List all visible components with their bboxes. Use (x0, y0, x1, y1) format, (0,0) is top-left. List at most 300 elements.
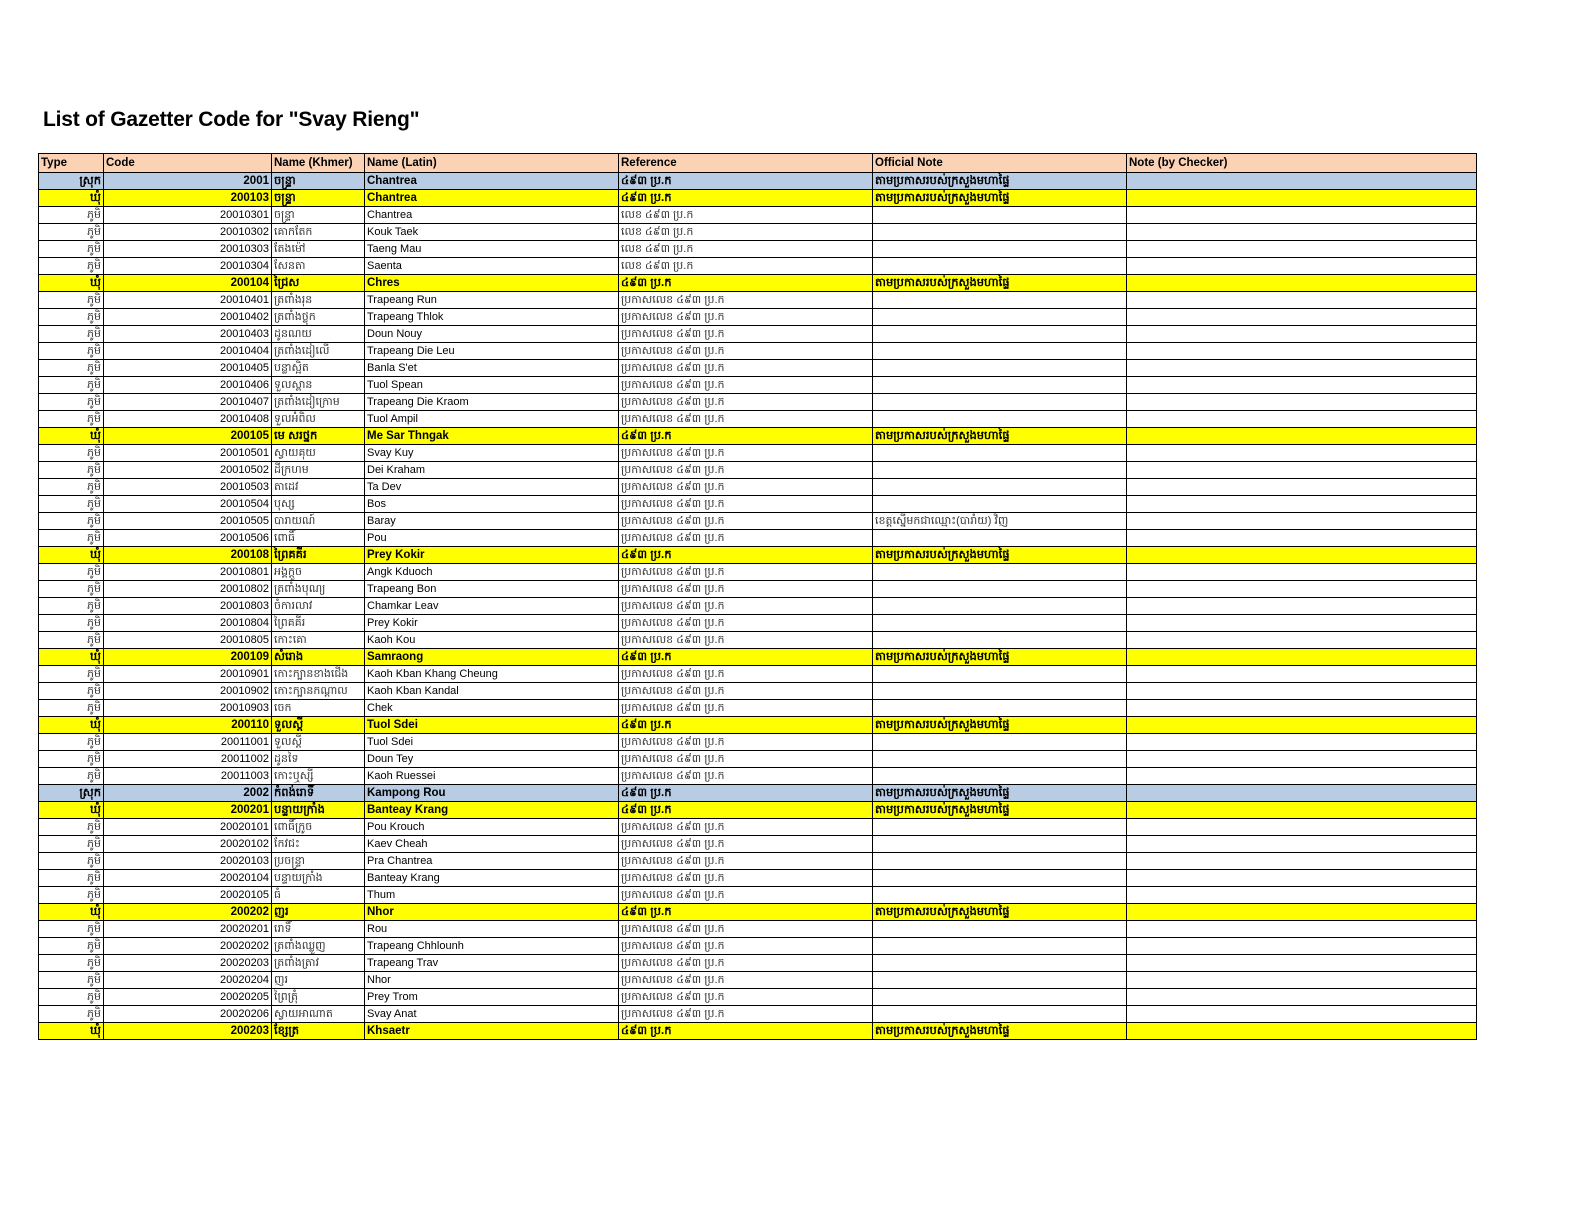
village-row[interactable] (39, 479, 1477, 496)
cell-reference[interactable]: ៤៩៣ ប្រ.ក (619, 1023, 873, 1040)
village-row[interactable] (39, 598, 1477, 615)
cell-code[interactable]: 20010407 (104, 394, 272, 411)
cell-checker-note[interactable] (1127, 683, 1477, 700)
cell-reference[interactable]: ប្រកាសលេខ ៤៩៣ ប្រ.ក (619, 921, 873, 938)
cell-type[interactable]: ឃុំ (39, 1023, 104, 1040)
column-header-khmer[interactable]: Name (Khmer) (272, 154, 365, 173)
cell-type[interactable]: ភូមិ (39, 632, 104, 649)
cell-name-latin[interactable]: Kaoh Ruessei (365, 768, 619, 785)
cell-name-latin[interactable]: Chantrea (365, 207, 619, 224)
cell-code[interactable]: 20020101 (104, 819, 272, 836)
cell-reference[interactable]: លេខ ៤៩៣ ប្រ.ក (619, 258, 873, 275)
cell-name-khmer[interactable]: កោះក្បានខាងជើង (272, 666, 365, 683)
cell-name-latin[interactable]: Chantrea (365, 173, 619, 190)
cell-name-khmer[interactable]: ព្រៃត្រុំ (272, 989, 365, 1006)
cell-checker-note[interactable] (1127, 955, 1477, 972)
cell-code[interactable]: 20010501 (104, 445, 272, 462)
cell-reference[interactable]: ៤៩៣ ប្រ.ក (619, 428, 873, 445)
cell-official-note[interactable]: តាមប្រកាសរបស់ក្រសួងមហាផ្ទៃ (873, 802, 1127, 819)
cell-type[interactable]: ភូមិ (39, 496, 104, 513)
cell-code[interactable]: 20010503 (104, 479, 272, 496)
cell-official-note[interactable]: តាមប្រកាសរបស់ក្រសួងមហាផ្ទៃ (873, 785, 1127, 802)
cell-code[interactable]: 20010803 (104, 598, 272, 615)
cell-name-latin[interactable]: Bos (365, 496, 619, 513)
cell-reference[interactable]: ប្រកាសលេខ ៤៩៣ ប្រ.ក (619, 768, 873, 785)
cell-type[interactable]: ភូមិ (39, 666, 104, 683)
cell-name-khmer[interactable]: ទួលស្តី (272, 734, 365, 751)
cell-reference[interactable]: ប្រកាសលេខ ៤៩៣ ប្រ.ក (619, 938, 873, 955)
cell-type[interactable]: ភូមិ (39, 309, 104, 326)
cell-code[interactable]: 2001 (104, 173, 272, 190)
village-row[interactable] (39, 615, 1477, 632)
column-header-reference[interactable]: Reference (619, 154, 873, 173)
cell-name-latin[interactable]: Trapeang Thlok (365, 309, 619, 326)
commune-row[interactable] (39, 547, 1477, 564)
cell-name-khmer[interactable]: សែនតា (272, 258, 365, 275)
cell-name-latin[interactable]: Taeng Mau (365, 241, 619, 258)
cell-code[interactable]: 20010406 (104, 377, 272, 394)
cell-reference[interactable]: ៤៩៣ ប្រ.ក (619, 190, 873, 207)
cell-type[interactable]: ឃុំ (39, 904, 104, 921)
cell-name-latin[interactable]: Svay Anat (365, 1006, 619, 1023)
village-row[interactable] (39, 326, 1477, 343)
cell-official-note[interactable] (873, 360, 1127, 377)
district-row[interactable] (39, 785, 1477, 802)
cell-name-khmer[interactable]: ពោធិ៍ (272, 530, 365, 547)
village-row[interactable] (39, 921, 1477, 938)
cell-name-latin[interactable]: Pra Chantrea (365, 853, 619, 870)
cell-reference[interactable]: លេខ ៤៩៣ ប្រ.ក (619, 224, 873, 241)
cell-official-note[interactable] (873, 955, 1127, 972)
cell-reference[interactable]: ៤៩៣ ប្រ.ក (619, 785, 873, 802)
cell-name-latin[interactable]: Saenta (365, 258, 619, 275)
cell-checker-note[interactable] (1127, 802, 1477, 819)
cell-name-latin[interactable]: Prey Kokir (365, 615, 619, 632)
cell-reference[interactable]: ប្រកាសលេខ ៤៩៣ ប្រ.ក (619, 683, 873, 700)
cell-name-khmer[interactable]: ប្រចន្ទ្រា (272, 853, 365, 870)
cell-name-khmer[interactable]: ញរ (272, 972, 365, 989)
cell-type[interactable]: ភូមិ (39, 394, 104, 411)
cell-checker-note[interactable] (1127, 411, 1477, 428)
cell-type[interactable]: ភូមិ (39, 768, 104, 785)
cell-official-note[interactable]: តាមប្រកាសរបស់ក្រសួងមហាផ្ទៃ (873, 1023, 1127, 1040)
cell-code[interactable]: 20010805 (104, 632, 272, 649)
cell-type[interactable]: ភូមិ (39, 921, 104, 938)
cell-code[interactable]: 20010802 (104, 581, 272, 598)
cell-name-khmer[interactable]: ស្វាយគុយ (272, 445, 365, 462)
cell-name-latin[interactable]: Tuol Spean (365, 377, 619, 394)
cell-name-latin[interactable]: Me Sar Thngak (365, 428, 619, 445)
cell-official-note[interactable] (873, 632, 1127, 649)
commune-row[interactable] (39, 428, 1477, 445)
cell-type[interactable]: ភូមិ (39, 479, 104, 496)
cell-checker-note[interactable] (1127, 292, 1477, 309)
cell-name-latin[interactable]: Chamkar Leav (365, 598, 619, 615)
cell-type[interactable]: ភូមិ (39, 615, 104, 632)
cell-name-khmer[interactable]: ទួលស្តី (272, 717, 365, 734)
cell-official-note[interactable] (873, 615, 1127, 632)
cell-type[interactable]: ភូមិ (39, 343, 104, 360)
cell-reference[interactable]: ប្រកាសលេខ ៤៩៣ ប្រ.ក (619, 751, 873, 768)
cell-code[interactable]: 20010804 (104, 615, 272, 632)
cell-name-latin[interactable]: Samraong (365, 649, 619, 666)
cell-name-khmer[interactable]: កោះឬស្សី (272, 768, 365, 785)
cell-type[interactable]: ភូមិ (39, 513, 104, 530)
cell-official-note[interactable] (873, 1006, 1127, 1023)
cell-reference[interactable]: ប្រកាសលេខ ៤៩៣ ប្រ.ក (619, 445, 873, 462)
cell-type[interactable]: ភូមិ (39, 887, 104, 904)
village-row[interactable] (39, 853, 1477, 870)
cell-checker-note[interactable] (1127, 462, 1477, 479)
village-row[interactable] (39, 768, 1477, 785)
cell-reference[interactable]: ៤៩៣ ប្រ.ក (619, 904, 873, 921)
cell-name-khmer[interactable]: បុស្ស (272, 496, 365, 513)
cell-code[interactable]: 20020201 (104, 921, 272, 938)
cell-code[interactable]: 20010901 (104, 666, 272, 683)
cell-reference[interactable]: ប្រកាសលេខ ៤៩៣ ប្រ.ក (619, 564, 873, 581)
cell-code[interactable]: 2002 (104, 785, 272, 802)
cell-type[interactable]: ភូមិ (39, 445, 104, 462)
cell-name-latin[interactable]: Rou (365, 921, 619, 938)
cell-checker-note[interactable] (1127, 326, 1477, 343)
cell-official-note[interactable] (873, 258, 1127, 275)
cell-name-latin[interactable]: Tuol Ampil (365, 411, 619, 428)
cell-name-khmer[interactable]: រោទិ៍ (272, 921, 365, 938)
cell-checker-note[interactable] (1127, 547, 1477, 564)
cell-type[interactable]: ភូមិ (39, 598, 104, 615)
cell-type[interactable]: ភូមិ (39, 564, 104, 581)
cell-official-note[interactable] (873, 700, 1127, 717)
cell-checker-note[interactable] (1127, 972, 1477, 989)
cell-type[interactable]: ភូមិ (39, 819, 104, 836)
cell-name-khmer[interactable]: ត្រពាំងត្រាវ (272, 955, 365, 972)
cell-checker-note[interactable] (1127, 360, 1477, 377)
cell-checker-note[interactable] (1127, 377, 1477, 394)
cell-reference[interactable]: ប្រកាសលេខ ៤៩៣ ប្រ.ក (619, 819, 873, 836)
cell-checker-note[interactable] (1127, 700, 1477, 717)
cell-official-note[interactable]: ខេត្តស្នើមកជាឈ្មោះ(បារាំយ) វិញ (873, 513, 1127, 530)
commune-row[interactable] (39, 717, 1477, 734)
cell-type[interactable]: ភូមិ (39, 972, 104, 989)
cell-type[interactable]: ភូមិ (39, 853, 104, 870)
cell-code[interactable]: 20010505 (104, 513, 272, 530)
cell-official-note[interactable] (873, 292, 1127, 309)
village-row[interactable] (39, 581, 1477, 598)
cell-checker-note[interactable] (1127, 717, 1477, 734)
cell-name-latin[interactable]: Trapeang Run (365, 292, 619, 309)
cell-reference[interactable]: ៤៩៣ ប្រ.ក (619, 173, 873, 190)
cell-name-latin[interactable]: Thum (365, 887, 619, 904)
cell-code[interactable]: 200201 (104, 802, 272, 819)
cell-name-latin[interactable]: Banteay Krang (365, 870, 619, 887)
village-row[interactable] (39, 462, 1477, 479)
cell-reference[interactable]: ៤៩៣ ប្រ.ក (619, 649, 873, 666)
column-header-type[interactable]: Type (39, 154, 104, 173)
village-row[interactable] (39, 955, 1477, 972)
cell-code[interactable]: 20010402 (104, 309, 272, 326)
cell-reference[interactable]: ប្រកាសលេខ ៤៩៣ ប្រ.ក (619, 513, 873, 530)
cell-name-khmer[interactable]: ចន្ទ្រា (272, 173, 365, 190)
cell-checker-note[interactable] (1127, 258, 1477, 275)
cell-official-note[interactable] (873, 462, 1127, 479)
cell-name-khmer[interactable]: អង្គក្តួច (272, 564, 365, 581)
cell-name-khmer[interactable]: ត្រពាំងដៀក្រោម (272, 394, 365, 411)
cell-official-note[interactable] (873, 989, 1127, 1006)
cell-name-khmer[interactable]: ទួលអំពិល (272, 411, 365, 428)
cell-name-khmer[interactable]: ត្រពាំងបុណ្យ (272, 581, 365, 598)
cell-reference[interactable]: ប្រកាសលេខ ៤៩៣ ប្រ.ក (619, 836, 873, 853)
cell-reference[interactable]: ប្រកាសលេខ ៤៩៣ ប្រ.ក (619, 530, 873, 547)
cell-code[interactable]: 20020204 (104, 972, 272, 989)
village-row[interactable] (39, 683, 1477, 700)
cell-name-latin[interactable]: Angk Kduoch (365, 564, 619, 581)
cell-name-latin[interactable]: Khsaetr (365, 1023, 619, 1040)
village-row[interactable] (39, 632, 1477, 649)
cell-reference[interactable]: ប្រកាសលេខ ៤៩៣ ប្រ.ក (619, 496, 873, 513)
cell-name-latin[interactable]: Ta Dev (365, 479, 619, 496)
cell-official-note[interactable] (873, 972, 1127, 989)
cell-type[interactable]: ភូមិ (39, 224, 104, 241)
village-row[interactable] (39, 292, 1477, 309)
cell-type[interactable]: ភូមិ (39, 258, 104, 275)
village-row[interactable] (39, 734, 1477, 751)
cell-checker-note[interactable] (1127, 768, 1477, 785)
cell-reference[interactable]: ប្រកាសលេខ ៤៩៣ ប្រ.ក (619, 343, 873, 360)
cell-name-khmer[interactable]: ញរ (272, 904, 365, 921)
cell-code[interactable]: 20010302 (104, 224, 272, 241)
cell-code[interactable]: 200108 (104, 547, 272, 564)
cell-reference[interactable]: ប្រកាសលេខ ៤៩៣ ប្រ.ក (619, 853, 873, 870)
cell-name-latin[interactable]: Tuol Sdei (365, 734, 619, 751)
cell-checker-note[interactable] (1127, 904, 1477, 921)
cell-official-note[interactable] (873, 581, 1127, 598)
district-row[interactable] (39, 173, 1477, 190)
cell-reference[interactable]: ៤៩៣ ប្រ.ក (619, 547, 873, 564)
cell-type[interactable]: ភូមិ (39, 377, 104, 394)
cell-official-note[interactable] (873, 564, 1127, 581)
cell-name-latin[interactable]: Trapeang Chhlounh (365, 938, 619, 955)
cell-code[interactable]: 20010504 (104, 496, 272, 513)
cell-reference[interactable]: លេខ ៤៩៣ ប្រ.ក (619, 241, 873, 258)
cell-type[interactable]: ឃុំ (39, 428, 104, 445)
cell-type[interactable]: ឃុំ (39, 190, 104, 207)
commune-row[interactable] (39, 649, 1477, 666)
cell-reference[interactable]: ប្រកាសលេខ ៤៩៣ ប្រ.ក (619, 309, 873, 326)
cell-official-note[interactable] (873, 241, 1127, 258)
village-row[interactable] (39, 496, 1477, 513)
cell-checker-note[interactable] (1127, 649, 1477, 666)
cell-name-khmer[interactable]: កែវជះ (272, 836, 365, 853)
cell-name-khmer[interactable]: កោះគោ (272, 632, 365, 649)
commune-row[interactable] (39, 904, 1477, 921)
cell-official-note[interactable] (873, 343, 1127, 360)
cell-code[interactable]: 20011001 (104, 734, 272, 751)
cell-name-latin[interactable]: Nhor (365, 972, 619, 989)
cell-type[interactable]: ភូមិ (39, 955, 104, 972)
cell-reference[interactable]: ប្រកាសលេខ ៤៩៣ ប្រ.ក (619, 887, 873, 904)
cell-name-khmer[interactable]: ចន្ទ្រា (272, 190, 365, 207)
cell-name-latin[interactable]: Prey Kokir (365, 547, 619, 564)
village-row[interactable] (39, 258, 1477, 275)
village-row[interactable] (39, 836, 1477, 853)
cell-reference[interactable]: ៤៩៣ ប្រ.ក (619, 717, 873, 734)
village-row[interactable] (39, 360, 1477, 377)
cell-official-note[interactable] (873, 377, 1127, 394)
cell-type[interactable]: ភូមិ (39, 1006, 104, 1023)
cell-code[interactable]: 20010502 (104, 462, 272, 479)
cell-code[interactable]: 20010408 (104, 411, 272, 428)
column-header-official-note[interactable]: Official Note (873, 154, 1127, 173)
cell-name-khmer[interactable]: បន្ទាយក្រាំង (272, 802, 365, 819)
village-row[interactable] (39, 700, 1477, 717)
cell-official-note[interactable]: តាមប្រកាសរបស់ក្រសួងមហាផ្ទៃ (873, 649, 1127, 666)
cell-official-note[interactable]: តាមប្រកាសរបស់ក្រសួងមហាផ្ទៃ (873, 275, 1127, 292)
cell-checker-note[interactable] (1127, 343, 1477, 360)
cell-name-latin[interactable]: Pou (365, 530, 619, 547)
village-row[interactable] (39, 564, 1477, 581)
cell-checker-note[interactable] (1127, 513, 1477, 530)
cell-type[interactable]: ភូមិ (39, 581, 104, 598)
cell-official-note[interactable] (873, 819, 1127, 836)
cell-type[interactable]: ស្រុក (39, 173, 104, 190)
cell-code[interactable]: 20010405 (104, 360, 272, 377)
cell-name-khmer[interactable]: បន្ទាយក្រាំង (272, 870, 365, 887)
cell-type[interactable]: ស្រុក (39, 785, 104, 802)
cell-code[interactable]: 20010303 (104, 241, 272, 258)
cell-code[interactable]: 20011003 (104, 768, 272, 785)
cell-name-latin[interactable]: Chres (365, 275, 619, 292)
cell-official-note[interactable] (873, 853, 1127, 870)
cell-official-note[interactable] (873, 870, 1127, 887)
cell-type[interactable]: ឃុំ (39, 802, 104, 819)
cell-type[interactable]: ភូមិ (39, 411, 104, 428)
cell-checker-note[interactable] (1127, 428, 1477, 445)
village-row[interactable] (39, 343, 1477, 360)
cell-reference[interactable]: ប្រកាសលេខ ៤៩៣ ប្រ.ក (619, 1006, 873, 1023)
cell-name-latin[interactable]: Banla S'et (365, 360, 619, 377)
cell-type[interactable]: ភូមិ (39, 207, 104, 224)
cell-name-latin[interactable]: Doun Tey (365, 751, 619, 768)
village-row[interactable] (39, 411, 1477, 428)
cell-reference[interactable]: ប្រកាសលេខ ៤៩៣ ប្រ.ក (619, 411, 873, 428)
cell-type[interactable]: ឃុំ (39, 547, 104, 564)
cell-code[interactable]: 20010903 (104, 700, 272, 717)
cell-code[interactable]: 20010902 (104, 683, 272, 700)
commune-row[interactable] (39, 802, 1477, 819)
cell-reference[interactable]: លេខ ៤៩៣ ប្រ.ក (619, 207, 873, 224)
cell-reference[interactable]: ៤៩៣ ប្រ.ក (619, 275, 873, 292)
cell-checker-note[interactable] (1127, 581, 1477, 598)
cell-checker-note[interactable] (1127, 870, 1477, 887)
cell-official-note[interactable] (873, 530, 1127, 547)
cell-type[interactable]: ភូមិ (39, 989, 104, 1006)
cell-name-khmer[interactable]: បន្លាស្អិត (272, 360, 365, 377)
cell-code[interactable]: 20010506 (104, 530, 272, 547)
cell-name-khmer[interactable]: មេ សរថ្នក (272, 428, 365, 445)
cell-name-khmer[interactable]: តែងម៉ៅ (272, 241, 365, 258)
cell-official-note[interactable]: តាមប្រកាសរបស់ក្រសួងមហាផ្ទៃ (873, 428, 1127, 445)
commune-row[interactable] (39, 190, 1477, 207)
cell-name-latin[interactable]: Kaoh Kban Kandal (365, 683, 619, 700)
column-header-checker-note[interactable]: Note (by Checker) (1127, 154, 1477, 173)
cell-checker-note[interactable] (1127, 785, 1477, 802)
cell-type[interactable]: ឃុំ (39, 649, 104, 666)
cell-reference[interactable]: ប្រកាសលេខ ៤៩៣ ប្រ.ក (619, 955, 873, 972)
cell-code[interactable]: 20020202 (104, 938, 272, 955)
cell-checker-note[interactable] (1127, 530, 1477, 547)
cell-reference[interactable]: ប្រកាសលេខ ៤៩៣ ប្រ.ក (619, 394, 873, 411)
cell-name-khmer[interactable]: ខ្សែត្រ (272, 1023, 365, 1040)
cell-checker-note[interactable] (1127, 275, 1477, 292)
cell-name-khmer[interactable]: ព្រៃគគីរ (272, 615, 365, 632)
cell-official-note[interactable]: តាមប្រកាសរបស់ក្រសួងមហាផ្ទៃ (873, 904, 1127, 921)
cell-official-note[interactable] (873, 921, 1127, 938)
cell-checker-note[interactable] (1127, 853, 1477, 870)
cell-name-khmer[interactable]: កំពង់រោទិ៍ (272, 785, 365, 802)
village-row[interactable] (39, 207, 1477, 224)
cell-type[interactable]: ភូមិ (39, 734, 104, 751)
village-row[interactable] (39, 751, 1477, 768)
village-row[interactable] (39, 870, 1477, 887)
cell-reference[interactable]: ប្រកាសលេខ ៤៩៣ ប្រ.ក (619, 700, 873, 717)
village-row[interactable] (39, 377, 1477, 394)
cell-name-khmer[interactable]: សំរោង (272, 649, 365, 666)
cell-reference[interactable]: ប្រកាសលេខ ៤៩៣ ប្រ.ក (619, 870, 873, 887)
cell-official-note[interactable] (873, 411, 1127, 428)
cell-name-latin[interactable]: Kampong Rou (365, 785, 619, 802)
village-row[interactable] (39, 1006, 1477, 1023)
cell-type[interactable]: ភូមិ (39, 326, 104, 343)
village-row[interactable] (39, 887, 1477, 904)
cell-checker-note[interactable] (1127, 1006, 1477, 1023)
village-row[interactable] (39, 394, 1477, 411)
cell-name-khmer[interactable]: ត្រពាំងឈ្លួញ (272, 938, 365, 955)
village-row[interactable] (39, 241, 1477, 258)
cell-name-khmer[interactable]: ជ្រៃស (272, 275, 365, 292)
cell-reference[interactable]: ប្រកាសលេខ ៤៩៣ ប្រ.ក (619, 598, 873, 615)
cell-name-latin[interactable]: Tuol Sdei (365, 717, 619, 734)
cell-code[interactable]: 20010801 (104, 564, 272, 581)
cell-code[interactable]: 20010404 (104, 343, 272, 360)
cell-name-latin[interactable]: Dei Kraham (365, 462, 619, 479)
cell-reference[interactable]: ប្រកាសលេខ ៤៩៣ ប្រ.ក (619, 581, 873, 598)
cell-official-note[interactable] (873, 751, 1127, 768)
village-row[interactable] (39, 666, 1477, 683)
cell-name-latin[interactable]: Chek (365, 700, 619, 717)
cell-code[interactable]: 20010304 (104, 258, 272, 275)
cell-reference[interactable]: ៤៩៣ ប្រ.ក (619, 802, 873, 819)
village-row[interactable] (39, 938, 1477, 955)
cell-code[interactable]: 20010403 (104, 326, 272, 343)
cell-official-note[interactable] (873, 683, 1127, 700)
cell-checker-note[interactable] (1127, 241, 1477, 258)
cell-checker-note[interactable] (1127, 394, 1477, 411)
cell-code[interactable]: 20020102 (104, 836, 272, 853)
cell-code[interactable]: 20011002 (104, 751, 272, 768)
cell-name-latin[interactable]: Kouk Taek (365, 224, 619, 241)
cell-type[interactable]: ភូមិ (39, 241, 104, 258)
cell-type[interactable]: ភូមិ (39, 292, 104, 309)
cell-name-khmer[interactable]: ធំ (272, 887, 365, 904)
cell-official-note[interactable] (873, 598, 1127, 615)
cell-official-note[interactable] (873, 836, 1127, 853)
cell-type[interactable]: ឃុំ (39, 275, 104, 292)
cell-official-note[interactable] (873, 887, 1127, 904)
cell-reference[interactable]: ប្រកាសលេខ ៤៩៣ ប្រ.ក (619, 989, 873, 1006)
cell-reference[interactable]: ប្រកាសលេខ ៤៩៣ ប្រ.ក (619, 292, 873, 309)
cell-checker-note[interactable] (1127, 632, 1477, 649)
cell-checker-note[interactable] (1127, 751, 1477, 768)
